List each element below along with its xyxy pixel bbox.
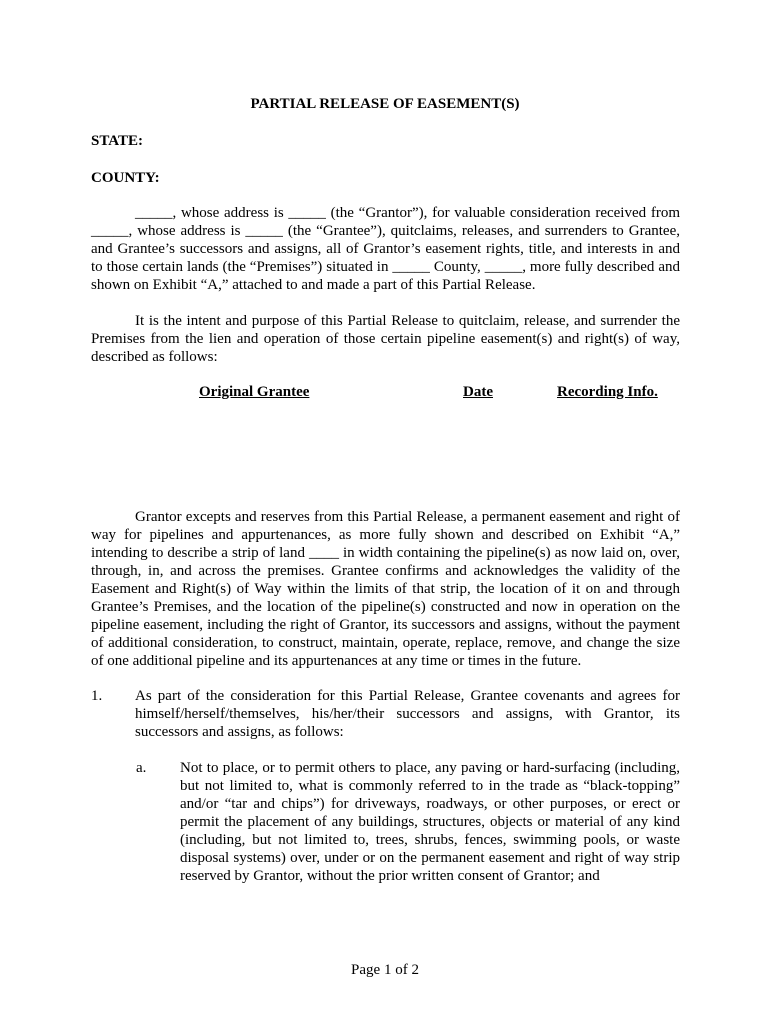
page-footer: Page 1 of 2: [351, 962, 419, 978]
item-a-letter: a.: [136, 760, 147, 776]
date-header: Date: [463, 384, 493, 400]
item-1-number: 1.: [91, 688, 103, 704]
document-title: PARTIAL RELEASE OF EASEMENT(S): [250, 96, 520, 112]
recording-info-header: Recording Info.: [557, 384, 658, 400]
item-1-text: As part of the consideration for this Partial Release, Grantee covenants and agrees for himself/herself/themselves, his/her/their successors and assigns, with Grantor, its successors and assigns, as follows:: [135, 688, 680, 740]
easement-table-header: [0, 383, 770, 401]
state-label: STATE:: [91, 133, 143, 149]
reservation-paragraph: Grantor excepts and reserves from this Partial Release, a permanent easement and right of way for pipelines and appurtenances, as more fully shown and described on Exhibit “A,” intending to describe a strip of land ____ in width containing the pipeline(s) as now laid on, over, through, in, and across the premises. Grantee confirms and acknowledges the validity of the Easement and Right(s) of Way within the limits of that strip, the location of it on and through Grantee’s Premises, and the location of the pipeline(s) constructed and now in operation on the pipeline easement, including the right of Grantor, its successors and assigns, without the payment of additional consideration, to construct, maintain, operate, replace, remove, and change the size of one additional pipeline and its appurtenances at any time or times in the future.: [91, 509, 680, 669]
item-a-text: Not to place, or to permit others to place, any paving or hard-surfacing (including, but not limited to, what is commonly referred to in the trade as “black-topping” and/or “tar and chips”) for driveways, roadways, or other purposes, or erect or permit the placement of any buildings, structures, objects or material of any kind (including, but not limited to, trees, shrubs, fences, swimming pools, or waste disposal systems) over, under or on the permanent easement and right of way strip reserved by Grantor, without the prior written consent of Grantor; and: [180, 760, 680, 884]
intent-paragraph: It is the intent and purpose of this Partial Release to quitclaim, release, and surrender the Premises from the lien and operation of those certain pipeline easement(s) and right(s) of way, described as follows:: [91, 313, 680, 365]
original-grantee-header: Original Grantee: [199, 384, 310, 400]
county-label: COUNTY:: [91, 170, 160, 186]
grant-paragraph: _____, whose address is _____ (the “Grantor”), for valuable consideration received from _____, whose address is _____ (the “Grantee”), quitclaims, releases, and surrenders to Grantee, and Grantee’s successors and assigns, all of Grantor’s easement rights, title, and interests in and to those certain lands (the “Premises”) situated in _____ County, _____, more fully described and shown on Exhibit “A,” attached to and made a part of this Partial Release.: [91, 205, 680, 293]
